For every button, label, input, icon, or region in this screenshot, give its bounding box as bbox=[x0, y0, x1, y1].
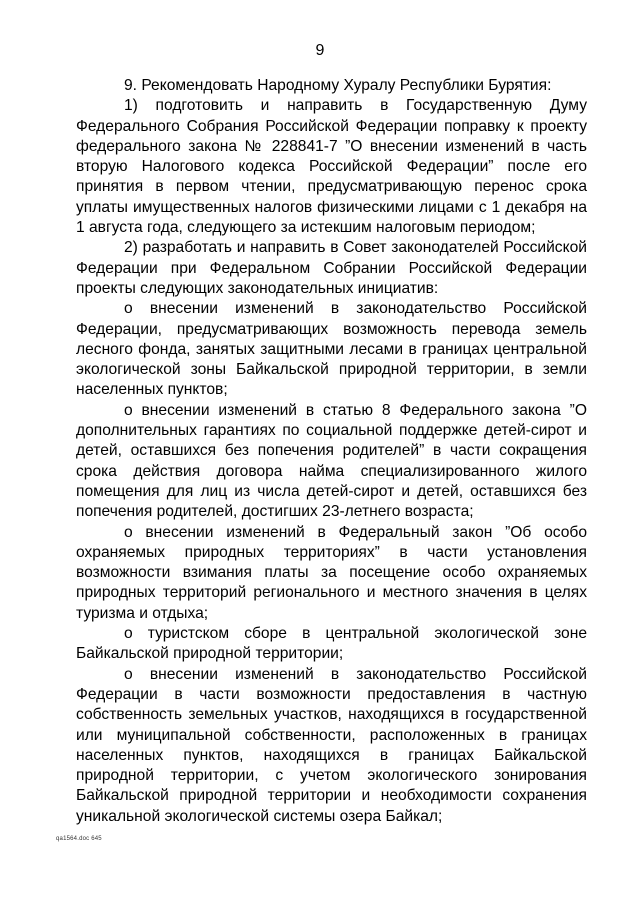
paragraph-initiative-tourist-fee: о туристском сборе в центральной экологической зоне Байкальской природной территории; bbox=[76, 625, 587, 663]
paragraph-initiative-land-ownership: о внесении изменений в законодательство Российской Федерации в части возможности предоставления в частную собственность земельных участков, находящихся в государственной или муниципальной собственности, расположенных в границах населенных пунктов, находящихся в границах Байкальской природной территории, с учетом экологического зонирования Байкальской природной территории и необходимости сохранения уникальной экологической системы озера Байкал; bbox=[76, 665, 587, 825]
document-body bbox=[76, 76, 587, 827]
paragraph-item-1: 1) подготовить и направить в Государственную Думу Федерального Собрания Российской Федерации поправку к проекту федерального закона № 228841-7 ”О внесении изменений в часть вторую Налогового кодекса Российской Федерации” после его принятия в первом чтении, предусматривающую перенос срока уплаты имущественных налогов физическими лицами с 1 декабря на 1 августа года, следующего за истекшим налоговым периодом; bbox=[76, 97, 587, 237]
paragraph-initiative-orphans: о внесении изменений в статью 8 Федерального закона ”О дополнительных гарантиях по социальной поддержке детей-сирот и детей, оставшихся без попечения родителей” в части сокращения срока действия договора найма специализированного жилого помещения для лиц из числа детей-сирот и детей, оставшихся без попечения родителей, достигших 23-летнего возраста; bbox=[76, 401, 587, 521]
footer-file-reference: qa1564.doc 645 bbox=[56, 836, 102, 842]
paragraph-initiative-forest-lands: о внесении изменений в законодательство Российской Федерации, предусматривающих возможность перевода земель лесного фонда, занятых защитными лесами в границах центральной экологической зоны Байкальской природной территории, в земли населенных пунктов; bbox=[76, 300, 587, 399]
page-number: 9 bbox=[315, 42, 325, 59]
paragraph-item-2: 2) разработать и направить в Совет законодателей Российской Федерации при Федеральном Собрании Российской Федерации проекты следующих законодательных инициатив: bbox=[76, 239, 587, 297]
paragraph-recommendation: 9. Рекомендовать Народному Хуралу Республики Бурятия: bbox=[124, 77, 552, 94]
paragraph-initiative-protected-areas: о внесении изменений в Федеральный закон ”Об особо охраняемых природных территориях” в части установления возможности взимания платы за посещение особо охраняемых природных территорий регионального и местного значения в целях туризма и отдыха; bbox=[76, 523, 587, 622]
